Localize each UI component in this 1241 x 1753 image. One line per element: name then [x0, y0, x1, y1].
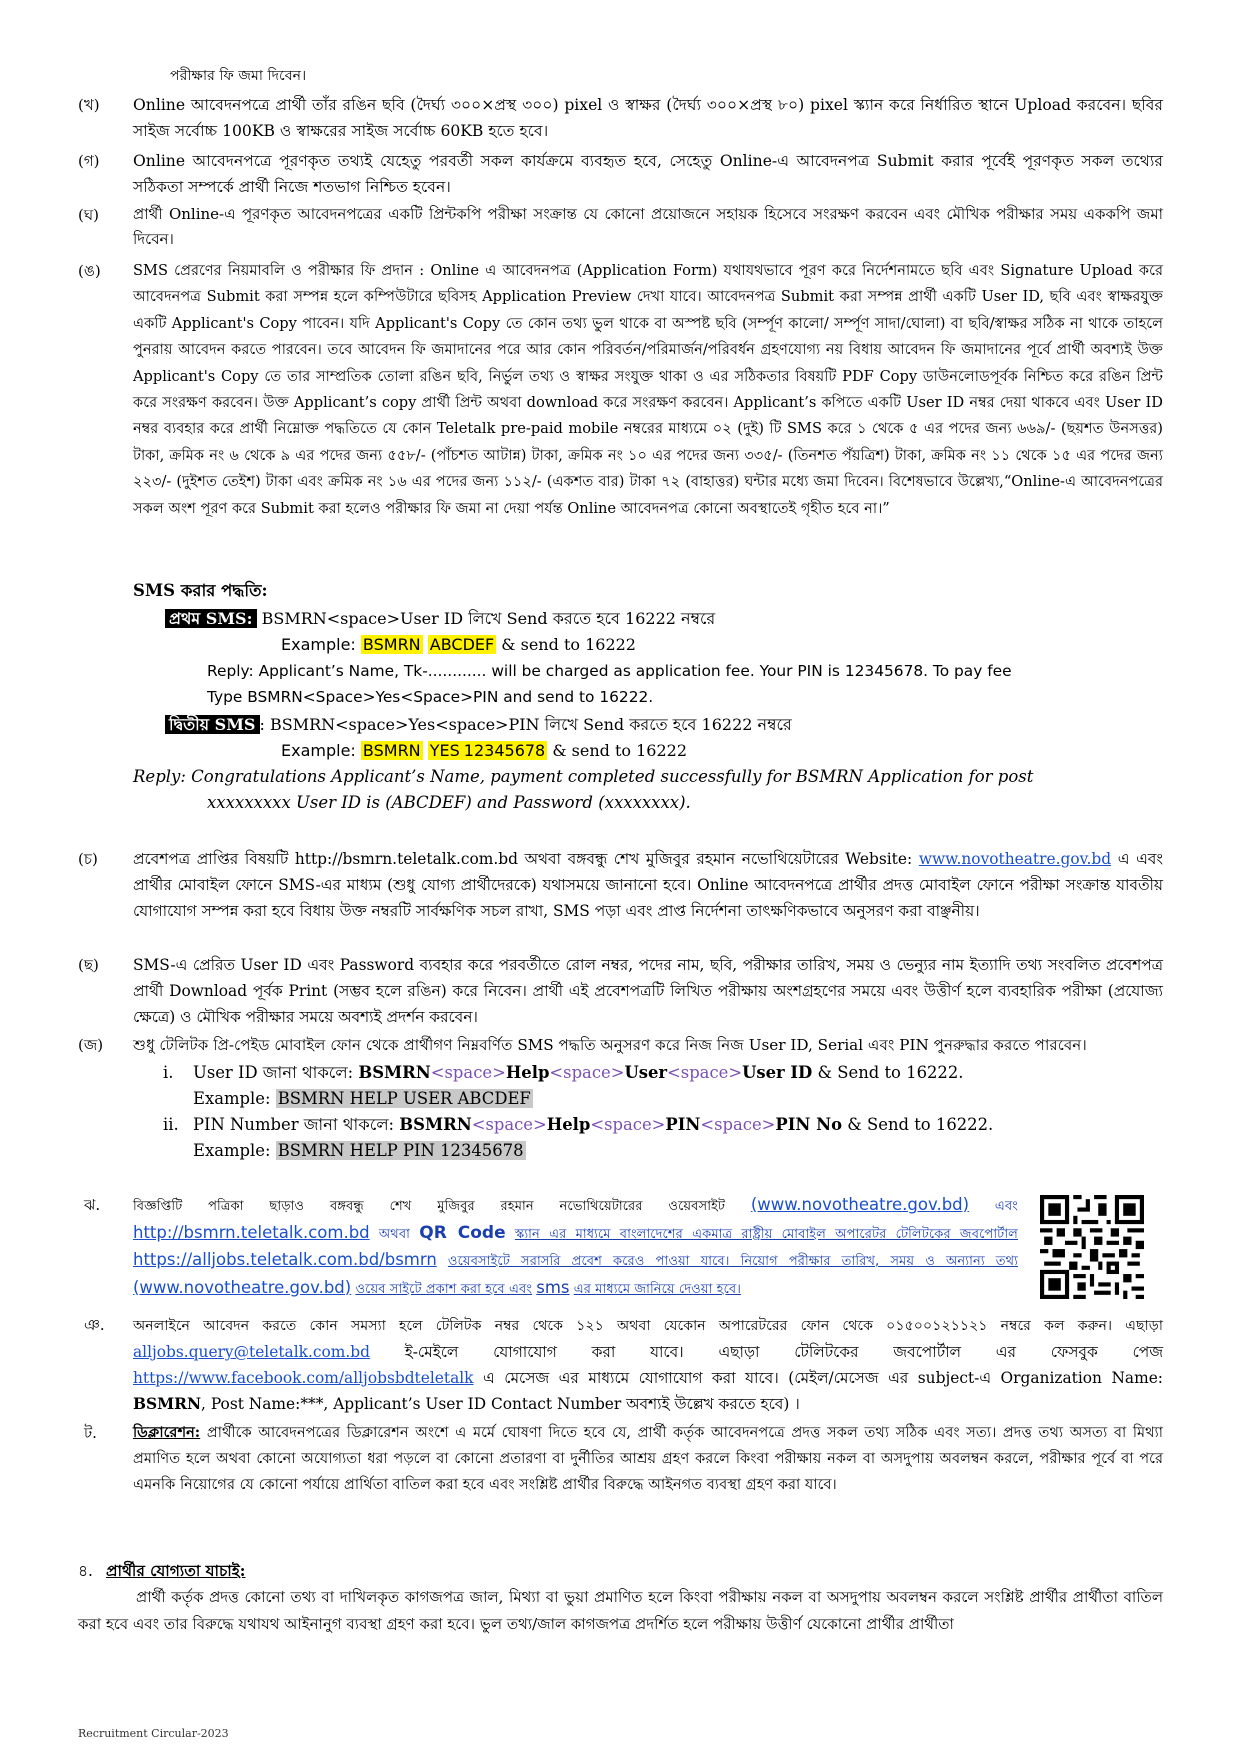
second-sms-text: : BSMRN<space>Yes<space>PIN লিখে Send করতে হবে 16222 নম্বরে [259, 715, 792, 734]
clause-text-part: প্রার্থীকে আবেদনপত্রের ডিক্লারেশন অংশে এ মর্মে ঘোষণা দিতে হবে যে, প্রার্থী কর্তৃক আবেদনপত্রে প্রদত্ত সকল তথ্য সঠিক এবং সত্য। প্রদত্ত তথ্য অসত্য বা মিথ্যা প্রমাণিত হলে অথবা কোনো অযোগ্যতা ধরা পড়লে বা কোনো প্রতারণা বা দুর্নীতির আশ্রয় গ্রহণ করলে কিংবা পরীক্ষায় নকল বা অসদুপায় অবলম্বন করলে, পরীক্ষার পূর্বে বা পরে এমনকি নিয়োগের যে কোনো পর্যায়ে প্রার্থিতা বাতিল করা হবে এবং সংশ্লিষ্ট প্রার্থীর বিরুদ্ধে আইনগত ব্যবস্থা গ্রহণ করা যাবে। [133, 1424, 1164, 1493]
clause-nya [78, 1312, 1163, 1417]
clause-mark: (গ) [78, 152, 100, 170]
clause-text-part: , Post Name:***, Applicant’s User ID Contact Number অবশ্যই উল্লেখ করতে হবে) । [201, 1395, 800, 1413]
example-token: 12345678 [463, 741, 546, 760]
clause-mark: (ঙ) [78, 262, 101, 280]
qr-code-icon[interactable] [1040, 1195, 1144, 1299]
recovery-example-ii [193, 1138, 1163, 1164]
example-code: BSMRN HELP PIN 12345678 [277, 1141, 524, 1160]
second-sms-label: দ্বিতীয় SMS [165, 715, 260, 734]
example-label: Example: [193, 1141, 271, 1160]
example-token: BSMRN [362, 635, 421, 654]
clause-text: SMS প্রেরণের নিয়মাবলি ও পরীক্ষার ফি প্রদান : Online এ আবেদনপত্র (Application Form) যথাযথভাবে পূরণ করে নির্দেশনামতে ছবি এবং Signature Upload করে আবেদনপত্র Submit করা সম্পন্ন হলে কম্পিউটারে ছবিসহ Application Preview দেখা যাবে। আবেদনপত্র Submit করা সম্পন্ন প্রার্থী একটি User ID, ছবি এবং স্বাক্ষরযুক্ত একটি Applicant's Copy পাবেন। যদি Applicant's Copy তে কোন তথ্য ভুল থাকে বা অস্পষ্ট ছবি (সর্ম্পূণ কালো/ সর্ম্পূণ সাদা/ঘোলা) বা ছবি/স্বাক্ষর সঠিক না থাকে তাহলে পুনরায় আবেদন করতে পারবেন। তবে আবেদন ফি জমাদানের পরে আর কোন পরিবর্তন/পরিমার্জন/পরিবর্ধন গ্রহণযোগ্য নয় বিধায় আবেদন ফি জমাদানের পূর্বে প্রার্থী অবশ্যই উক্ত Applicant's Copy তে তার সাম্প্রতিক তোলা রঙিন ছবি, নির্ভুল তথ্য ও স্বাক্ষর সংযুক্ত থাকা ও এর সঠিকতার বিষয়টি PDF Copy ডাউনলোডপূর্বক নিশ্চিত করে রঙিন প্রিন্ট করে সংরক্ষণ করবেন। উক্ত Applicant’s copy প্রার্থী প্রিন্ট অথবা download করে সংরক্ষণ করবেন। Applicant’s কপিতে একটি User ID নম্বর দেয়া থাকবে এবং User ID নম্বর ব্যবহার করে প্রার্থী নিম্নোক্ত পদ্ধতিতে যে কোন Teletalk pre-paid mobile নম্বরের মাধ্যমে ০২ (দুই) টি SMS করে ১ থেকে ৫ এর পদের জন্য ৬৬৯/- (ছয়শত উনসত্তর) টাকা, ক্রমিক নং ৬ থেকে ৯ এর পদের জন্য ৫৫৮/- (পাঁচশত আটান্ন) টাকা, ক্রমিক নং ১০ এর পদের জন্য ৩৩৫/- (তিনশত পঁয়ত্রিশ) টাকা, ক্রমিক নং ১১ থেকে ১৫ এর পদের জন্য ২২৩/- (দুইশত তেইশ) টাকা এবং ক্রমিক নং ১৬ এর পদের জন্য ১১২/- (একশত বার) টাকা ৭২ (বাহাত্তর) ঘন্টার মধ্যে জমা দিবেন। বিশেষভাবে উল্লেখ্য,“Online-এ আবেদনপত্রের সকল অংশ পূরণ করে Submit করা হলেও পরীক্ষার ফি জমা না দেয়া পর্যন্ত Online আবেদনপত্র কোনো অবস্থাতেই গৃহীত হবে না।” [133, 262, 1163, 517]
clause-gha [78, 202, 1163, 252]
org-name: BSMRN [133, 1395, 202, 1413]
example-label: Example: [281, 741, 356, 760]
clause-text: Online আবেদনপত্রে প্রার্থী তাঁর রঙিন ছবি (দৈর্ঘ্য ৩০০×প্রস্থ ৩০০) pixel ও স্বাক্ষর (দৈর্ঘ্য ৩০০×প্রস্থ ৮০) pixel স্ক্যান করে নির্ধারিত স্থানে Upload করবেন। ছবির সাইজ সর্বোচ্চ 100KB ও স্বাক্ষরের সাইজ সর্বোচ্চ 60KB হতে হবে। [133, 96, 1163, 140]
clause-text-part: এ এবং প্রার্থীর মোবাইল ফোনে SMS-এর মাধ্যম (শুধু যোগ্য প্রার্থীদেরকে) যথাসময়ে জানানো হবে। Online আবেদনপত্রে প্রার্থীর প্রদত্ত মোবাইল ফোনে পরীক্ষা সংক্রান্ত যাবতীয় যোগাযোগ সম্পন্ন করা হবে বিধায় উক্ত নম্বরটি সার্বক্ষণিক সচল রাখা, SMS পড়া এবং প্রাপ্ত নির্দেশনা তাৎক্ষণিকভাবে অনুসরণ করা বাঞ্ছনীয়। [133, 850, 1163, 920]
novotheatre-link[interactable]: www.novotheatre.gov.bd [918, 850, 1112, 868]
example-token: YES [429, 741, 460, 760]
code-token: BSMRN [399, 1115, 472, 1134]
intro-line-block [78, 64, 1163, 89]
clause-ta [78, 1420, 1163, 1498]
clause-text [133, 846, 1163, 924]
reply-1-line-1: Reply: Applicant’s Name, Tk-............ will be charged as application fee. Your PIN is 12345678. To pay fee [207, 662, 1012, 680]
qr-code-text: QR Code [419, 1222, 506, 1243]
clause-kha [78, 92, 1163, 144]
space-token: <space> [590, 1115, 666, 1134]
space-token: <space> [471, 1115, 547, 1134]
clause-mark: ঝ. [84, 1196, 101, 1214]
clause-text-part: স্ক্যান এর মাধ্যমে বাংলাদেশের একমাত্র রাষ্ট্রীয় মোবাইল অপারেটর টেলিটকের জবপোর্টাল [514, 1226, 1018, 1242]
list-number: i. [163, 1063, 174, 1082]
example-token: ABCDEF [429, 635, 495, 654]
code-token: User [624, 1063, 668, 1082]
second-sms-example [281, 738, 1163, 764]
section-4-heading [78, 1558, 1163, 1584]
novotheatre-link[interactable]: (www.novotheatre.gov.bd) [133, 1277, 352, 1297]
code-token: Help [505, 1063, 550, 1082]
page-footer: Recruitment Circular-2023 [78, 1727, 229, 1740]
clause-text-part: ই-মেইলে যোগাযোগ করা যাবে। এছাড়া টেলিটকের জবপোর্টাল এর ফেসবুক পেজ [404, 1343, 1163, 1361]
clause-umo [78, 258, 1163, 522]
list-prefix: PIN Number জানা থাকলে: [193, 1115, 395, 1134]
reply-2-line-1: Reply: Congratulations Applicant’s Name, payment completed successfully for BSMRN Application for post [133, 767, 1034, 786]
clause-mark: ঞ. [84, 1316, 105, 1334]
clause-text [133, 1420, 1163, 1498]
clause-text: SMS-এ প্রেরিত User ID এবং Password ব্যবহার করে পরবর্তীতে রোল নম্বর, পদের নাম, ছবি, পরীক্ষার তারিখ, সময় ও ভেন্যুর নাম ইত্যাদি তথ্য সংবলিত প্রবেশপত্র প্রার্থী Download পূর্বক Print (সম্ভব হলে রঙিন) করে নিবেন। প্রার্থী এই প্রবেশপত্রটি লিখিত পরীক্ষায় অংশগ্রহণের সময়ে এবং উত্তীর্ণ হলে ব্যবহারিক পরীক্ষা (প্রযোজ্য ক্ষেত্রে) ও মৌখিক পরীক্ষার সময়ে অবশ্যই প্রদর্শন করবেন। [133, 956, 1163, 1026]
space-token: <space> [549, 1063, 625, 1082]
clause-text-part: প্রবেশপত্র প্রাপ্তির বিষয়টি http://bsmrn.teletalk.com.bd অথবা বঙ্গবন্ধু শেখ মুজিবুর রহমান নভোথিয়েটারের Website: [133, 850, 913, 868]
code-token: PIN [665, 1115, 701, 1134]
space-token: <space> [430, 1063, 506, 1082]
sms-heading: SMS করার পদ্ধতি: [133, 581, 268, 600]
example-suffix: & send to 16222 [552, 741, 688, 760]
example-label: Example: [193, 1089, 271, 1108]
code-token: User ID [742, 1063, 813, 1082]
code-token: Help [546, 1115, 591, 1134]
clause-text-part: এ মেসেজ এর মাধ্যমে যোগাযোগ করা যাবে। (মেইল/মেসেজ এর subject-এ Organization Name: [483, 1369, 1163, 1387]
example-label: Example: [281, 635, 356, 654]
list-prefix: User ID জানা থাকলে: [193, 1063, 354, 1082]
reply-2-line-2: xxxxxxxxx User ID is (ABCDEF) and Password (xxxxxxxx). [207, 793, 691, 812]
facebook-link[interactable]: https://www.facebook.com/alljobsbdteletalk [133, 1369, 474, 1387]
clause-text: প্রার্থী Online-এ পূরণকৃত আবেদনপত্রের একটি প্রিন্টকপি পরীক্ষা সংক্রান্ত যে কোনো প্রয়োজনে সহায়ক হিসেবে সংরক্ষণ করবেন এবং মৌখিক পরীক্ষার সময় এককপি জমা দিবেন। [133, 205, 1163, 248]
clause-text-part: ওয়েব সাইটে প্রকাশ করা হবে এবং [355, 1281, 533, 1297]
clause-mark: (জ) [78, 1036, 104, 1054]
section-number: ৪. [78, 1562, 93, 1580]
section-4-text: প্রার্থী কর্তৃক প্রদত্ত কোনো তথ্য বা দাখিলকৃত কাগজপত্র জাল, মিথ্যা বা ভুয়া প্রমাণিত হলে কিংবা পরীক্ষায় নকল বা অসদুপায় অবলম্বন করলে সংশ্লিষ্ট প্রার্থীর প্রার্থীতা বাতিল করা হবে এবং তার বিরুদ্ধে যথাযথ আইনানুগ ব্যবস্থা গ্রহণ করা হবে। ভুল তথ্য/জাল কাগজপত্র প্রদর্শিত হলে পরীক্ষায় উত্তীর্ণ যেকোনো প্রার্থীর প্রার্থীতা [78, 1588, 1163, 1633]
first-sms-example [281, 632, 1163, 658]
clause-mark: (ঘ) [78, 206, 99, 224]
list-number: ii. [163, 1115, 179, 1134]
second-sms-line [165, 712, 1163, 738]
first-sms-label: প্রথম SMS: [165, 609, 257, 628]
recovery-item-ii [163, 1112, 1163, 1138]
space-token: <space> [667, 1063, 743, 1082]
code-token: BSMRN [358, 1063, 431, 1082]
clause-chha [78, 952, 1163, 1030]
example-code: BSMRN HELP USER ABCDEF [277, 1089, 531, 1108]
clause-text-part: বিজ্ঞপ্তিটি পত্রিকা ছাড়াও বঙ্গবন্ধু শেখ মুজিবুর রহমান নভোথিয়েটারের ওয়েবসাইট [133, 1199, 726, 1214]
bsmrn-teletalk-link[interactable]: http://bsmrn.teletalk.com.bd [133, 1222, 370, 1242]
code-token: PIN No [775, 1115, 843, 1134]
declaration-label: ডিক্লারেশন: [133, 1424, 201, 1441]
alljobs-link[interactable]: https://alljobs.teletalk.com.bd/bsmrn [133, 1250, 437, 1269]
section-4 [78, 1558, 1163, 1638]
clause-mark: ট. [84, 1424, 97, 1442]
clause-text-part: অনলাইনে আবেদন করতে কোন সমস্যা হলে টেলিটক নম্বর থেকে ১২১ অথবা যেকোন অপারেটরের ফোন থেকে ০১৫০০১২১১২১ নম্বরে কল করুন। এছাড়া [133, 1318, 1163, 1334]
clause-text-part: এবং [994, 1199, 1018, 1214]
support-email-link[interactable]: alljobs.query@teletalk.com.bd [133, 1343, 370, 1361]
section-title: প্রার্থীর যোগ্যতা যাচাই: [106, 1562, 246, 1580]
example-suffix: & send to 16222 [501, 635, 636, 654]
clause-ja [78, 1032, 1163, 1164]
recovery-example-i [193, 1086, 1163, 1112]
clause-cha [78, 846, 1163, 924]
first-sms-line [165, 606, 1163, 632]
clause-mark: (চ) [78, 850, 98, 868]
clause-text: Online আবেদনপত্রে পূরণকৃত তথ্যই যেহেতু পরবর্তী সকল কার্যক্রমে ব্যবহৃত হবে, সেহেতু Online-এ আবেদনপত্র Submit করার পূর্বেই পূরণকৃত সকল তথ্যের সঠিকতা সম্পর্কে প্রার্থী নিজে শতভাগ নিশ্চিত হবেন। [133, 152, 1163, 196]
clause-jha [78, 1192, 1018, 1302]
list-suffix: & Send to 16222. [817, 1063, 964, 1082]
reply-1-line-2: Type BSMRN<Space>Yes<Space>PIN and send to 16222. [207, 688, 654, 706]
sms-method-section [133, 578, 1163, 816]
first-sms-text: BSMRN<space>User ID লিখে Send করতে হবে 16222 নম্বরে [261, 609, 716, 628]
intro-line: পরীক্ষার ফি জমা দিবেন। [170, 68, 307, 84]
novotheatre-link[interactable]: (www.novotheatre.gov.bd) [750, 1195, 970, 1214]
recovery-item-i [163, 1060, 1163, 1086]
clause-text [133, 1312, 1163, 1417]
clause-text-part: অথবা [378, 1226, 411, 1242]
clause-ga [78, 148, 1163, 200]
clause-text-part: এর মাধ্যমে জানিয়ে দেওয়া হবে। [573, 1281, 741, 1297]
clause-mark: (খ) [78, 96, 100, 114]
sms-text: sms [536, 1277, 570, 1297]
clause-mark: (ছ) [78, 956, 99, 974]
clause-text: শুধু টেলিটক প্রি-পেইড মোবাইল ফোন থেকে প্রার্থীগণ নিম্নবর্ণিত SMS পদ্ধতি অনুসরণ করে নিজ নিজ User ID, Serial এবং PIN পুনরুদ্ধার করতে পারবেন। [133, 1036, 1087, 1054]
clause-text [133, 1192, 1018, 1302]
clause-text-part: ওয়েবসাইটে সরাসরি প্রবেশ করেও পাওয়া যাবে। নিয়োগ পরীক্ষার তারিখ, সময় ও অন্যান্য তথ্য [447, 1254, 1018, 1269]
example-token: BSMRN [362, 741, 421, 760]
list-suffix: & Send to 16222. [847, 1115, 994, 1134]
space-token: <space> [700, 1115, 776, 1134]
